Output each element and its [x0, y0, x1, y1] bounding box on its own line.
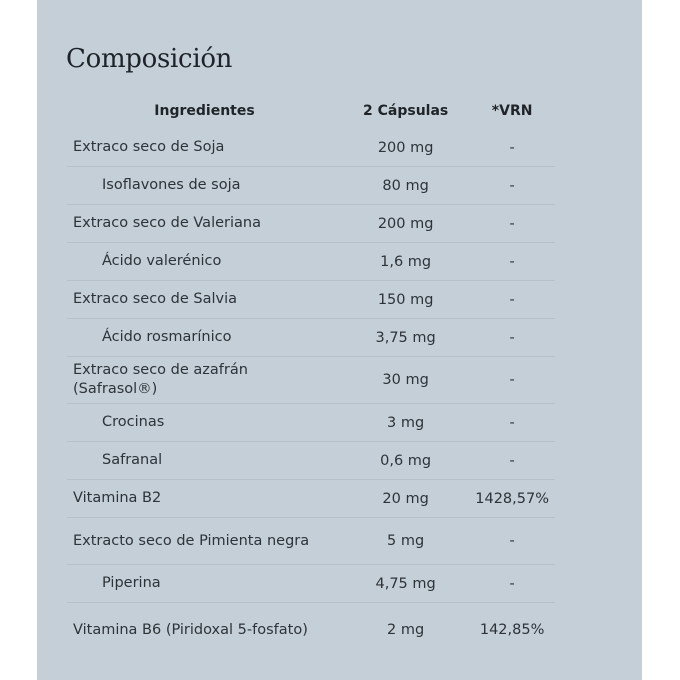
- section-title: Composición: [66, 44, 233, 74]
- amount-cell: 20 mg: [342, 480, 469, 518]
- vrn-cell: -: [469, 243, 555, 281]
- amount-cell: 3,75 mg: [342, 319, 469, 357]
- table-row: [67, 565, 555, 603]
- table-row: [67, 357, 555, 404]
- vrn-cell: -: [469, 565, 555, 603]
- ingredient-cell: Extraco seco de Salvia: [67, 281, 342, 319]
- ingredient-cell: Isoflavones de soja: [67, 167, 342, 205]
- amount-cell: 80 mg: [342, 167, 469, 205]
- table-row: [67, 518, 555, 565]
- ingredient-cell: Extraco seco de azafrán (Safrasol®): [67, 357, 342, 404]
- ingredient-cell: Ácido valerénico: [67, 243, 342, 281]
- ingredient-cell: Crocinas: [67, 404, 342, 442]
- header-vrn: *VRN: [491, 102, 533, 119]
- amount-cell: 200 mg: [377, 139, 434, 156]
- amount-cell: 30 mg: [342, 357, 469, 404]
- amount-cell: 2 mg: [342, 603, 469, 658]
- vrn-cell: 142,85%: [469, 603, 555, 658]
- amount-cell: 5 mg: [342, 518, 469, 565]
- table-row: [67, 480, 555, 518]
- ingredient-cell: Piperina: [67, 565, 342, 603]
- vrn-cell: -: [509, 139, 515, 156]
- header-ingredients: Ingredientes: [154, 102, 255, 119]
- vrn-cell: -: [469, 167, 555, 205]
- ingredient-cell: Vitamina B6 (Piridoxal 5-fosfato): [67, 603, 342, 658]
- ingredient-cell: Extraco seco de Soja: [73, 139, 225, 155]
- table-row: [67, 603, 555, 658]
- amount-cell: 4,75 mg: [342, 565, 469, 603]
- composition-table: [67, 92, 555, 657]
- vrn-cell: -: [469, 357, 555, 404]
- composition-panel: [37, 0, 642, 680]
- table-row: [67, 281, 555, 319]
- amount-cell: 200 mg: [342, 205, 469, 243]
- table-header-row: [67, 92, 555, 129]
- amount-cell: 1,6 mg: [342, 243, 469, 281]
- vrn-cell: -: [469, 319, 555, 357]
- ingredient-cell: Ácido rosmarínico: [67, 319, 342, 357]
- table-row: [67, 319, 555, 357]
- table-row: [67, 205, 555, 243]
- table-row: [67, 442, 555, 480]
- vrn-cell: -: [469, 205, 555, 243]
- table-row: [67, 404, 555, 442]
- vrn-cell: -: [469, 404, 555, 442]
- amount-cell: 150 mg: [342, 281, 469, 319]
- table-row: [67, 167, 555, 205]
- ingredient-cell: Extracto seco de Pimienta negra: [67, 518, 342, 565]
- vrn-cell: -: [469, 281, 555, 319]
- amount-cell: 3 mg: [342, 404, 469, 442]
- table-row: [67, 129, 555, 167]
- ingredient-cell: Safranal: [67, 442, 342, 480]
- ingredient-cell: Extraco seco de Valeriana: [67, 205, 342, 243]
- ingredient-cell: Vitamina B2: [67, 480, 342, 518]
- vrn-cell: 1428,57%: [469, 480, 555, 518]
- vrn-cell: -: [469, 442, 555, 480]
- vrn-cell: -: [469, 518, 555, 565]
- header-capsules: 2 Cápsulas: [363, 102, 449, 119]
- table-row: [67, 243, 555, 281]
- amount-cell: 0,6 mg: [342, 442, 469, 480]
